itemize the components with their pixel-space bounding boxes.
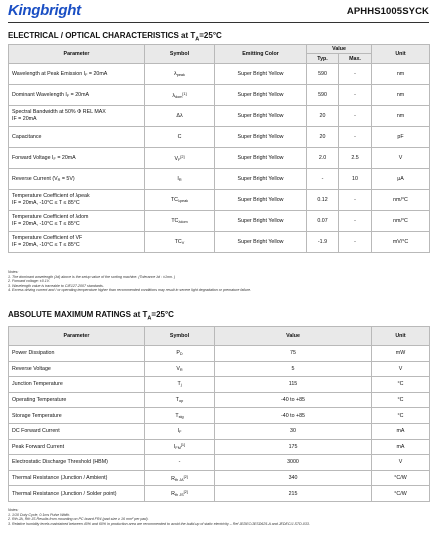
symbol-subscript: peak <box>176 73 185 77</box>
max-value-cell: - <box>339 190 372 211</box>
unit-cell: V <box>372 361 430 377</box>
parameter-cell: Operating Temperature <box>9 392 145 408</box>
header-divider <box>8 22 429 23</box>
symbol-text: I <box>177 428 180 435</box>
unit-cell: μA <box>372 169 430 190</box>
max-value-cell: - <box>339 232 372 253</box>
table-row <box>9 232 430 253</box>
value-cell: 75 <box>215 346 372 362</box>
symbol-text: I <box>173 444 176 451</box>
symbol-subscript: R <box>178 178 182 182</box>
table-row <box>9 64 430 85</box>
symbol-text: R <box>171 475 175 482</box>
emitting-color-cell: Super Bright Yellow <box>215 169 307 190</box>
unit-cell: mA <box>372 423 430 439</box>
parameter-line: IF = 20mA <box>12 116 37 122</box>
table-row <box>9 392 430 408</box>
value-cell: 3000 <box>215 455 372 471</box>
parameter-line: Temperature Coefficient of λpeak <box>12 193 90 199</box>
col-header-unit: Unit <box>372 45 430 64</box>
symbol-cell <box>145 64 215 85</box>
col-header-symbol: Symbol <box>145 327 215 346</box>
symbol-text: - <box>178 459 181 466</box>
note-line: 1. The dominant wavelength (λd) above is the setup value of the sorting machine. (Tolerance λd : ±1nm. ) <box>8 274 176 279</box>
unit-cell: nm <box>372 85 430 106</box>
max-value-cell: - <box>339 127 372 148</box>
symbol-cell <box>145 211 215 232</box>
symbol-subscript: FM <box>175 446 181 451</box>
parameter-subscript: R <box>57 178 61 182</box>
table-row <box>9 470 430 486</box>
typ-value-cell: 590 <box>307 64 339 85</box>
parameter-cell <box>9 106 145 127</box>
parameter-cell: Peak Forward Current <box>9 439 145 455</box>
parameter-subscript: F <box>53 157 56 161</box>
symbol-subscript: stg <box>178 414 184 419</box>
unit-cell: °C <box>372 392 430 408</box>
table-row <box>9 169 430 190</box>
typ-value-cell: 20 <box>307 127 339 148</box>
parameter-subscript: F <box>85 73 88 77</box>
symbol-cell <box>145 127 215 148</box>
table-row <box>9 377 430 393</box>
section-title-electrical: ELECTRICAL / OPTICAL CHARACTERISTICS at $T_A=25^\circ C$ <box>8 31 222 43</box>
parameter-condition: = 20mA <box>69 92 90 98</box>
section-title-absolute-max: ABSOLUTE MAXIMUM RATINGS at $T_A=25^\circ C$ <box>8 310 174 322</box>
parameter-cell: Thermal Resistance (Junction / Ambient) <box>9 470 145 486</box>
typ-value-cell: 0.12 <box>307 190 339 211</box>
unit-cell: °C <box>372 377 430 393</box>
note-line: 1. 1/10 Duty Cycle, 0.1ms Pulse Width. <box>8 512 71 517</box>
symbol-note-ref: [2] <box>183 474 188 479</box>
emitting-color-cell: Super Bright Yellow <box>215 211 307 232</box>
table-row <box>9 439 430 455</box>
symbol-cell <box>145 85 215 106</box>
absolute-maximum-ratings-table <box>8 326 430 502</box>
parameter-line: IF = 20mA, -10°C ≤ T ≤ 85°C <box>12 221 80 227</box>
symbol-subscript: F <box>179 430 182 435</box>
table-row <box>9 106 430 127</box>
symbol-note-ref: [2] <box>180 154 185 159</box>
symbol-cell <box>145 439 215 455</box>
parameter-text: Forward Voltage I <box>12 155 54 161</box>
parameter-line: IF = 20mA, -10°C ≤ T ≤ 85°C <box>12 200 80 206</box>
symbol-text: V <box>174 155 178 162</box>
emitting-color-cell: Super Bright Yellow <box>215 64 307 85</box>
symbol-note-ref: [2] <box>183 490 188 495</box>
col-header-parameter: Parameter <box>9 45 145 64</box>
parameter-line: Spectral Bandwidth at 50% Φ REL MAX <box>12 109 106 115</box>
parameter-cell: Electrostatic Discharge Threshold (HBM) <box>9 455 145 471</box>
typ-value-cell: 20 <box>307 106 339 127</box>
symbol-note-ref: [1] <box>182 91 187 96</box>
parameter-text: Wavelength at Peak Emission I <box>12 71 86 77</box>
max-value-cell: 2.5 <box>339 148 372 169</box>
typ-value-cell: 590 <box>307 85 339 106</box>
unit-cell: mA <box>372 439 430 455</box>
electrical-notes <box>8 270 429 293</box>
unit-cell: nm <box>372 64 430 85</box>
value-cell: -40 to +85 <box>215 392 372 408</box>
col-header-symbol: Symbol <box>145 45 215 64</box>
max-value-cell: 10 <box>339 169 372 190</box>
parameter-line: Temperature Coefficient of VF <box>12 235 83 241</box>
parameter-cell <box>9 127 145 148</box>
emitting-color-cell: Super Bright Yellow <box>215 148 307 169</box>
emitting-color-cell: Super Bright Yellow <box>215 106 307 127</box>
max-value-cell: - <box>339 64 372 85</box>
parameter-cell <box>9 190 145 211</box>
emitting-color-cell: Super Bright Yellow <box>215 232 307 253</box>
symbol-text: λ <box>174 71 177 77</box>
symbol-cell <box>145 346 215 362</box>
table-row <box>9 127 430 148</box>
absolute-max-notes <box>8 508 429 526</box>
max-value-cell: - <box>339 211 372 232</box>
symbol-cell <box>145 169 215 190</box>
symbol-subscript: op <box>179 399 184 404</box>
table-row <box>9 85 430 106</box>
value-cell: 175 <box>215 439 372 455</box>
symbol-text: TC <box>174 239 182 245</box>
unit-cell: V <box>372 148 430 169</box>
unit-cell: °C/W <box>372 470 430 486</box>
symbol-subscript: R <box>179 367 183 372</box>
emitting-color-cell: Super Bright Yellow <box>215 190 307 211</box>
symbol-cell <box>145 408 215 424</box>
symbol-cell <box>145 190 215 211</box>
unit-cell: nm <box>372 106 430 127</box>
parameter-cell: Thermal Resistance (Junction / Solder point) <box>9 486 145 502</box>
emitting-color-cell: Super Bright Yellow <box>215 85 307 106</box>
electrical-characteristics-table <box>8 44 430 253</box>
symbol-text: T <box>175 397 179 404</box>
unit-cell: °C <box>372 408 430 424</box>
parameter-cell <box>9 232 145 253</box>
table-row <box>9 211 430 232</box>
value-cell: 30 <box>215 423 372 439</box>
unit-cell: nm/°C <box>372 211 430 232</box>
note-line: 2. Forward voltage: ±0.1V. <box>8 279 50 284</box>
table-row <box>9 346 430 362</box>
typ-value-cell: 2.0 <box>307 148 339 169</box>
symbol-cell <box>145 377 215 393</box>
parameter-cell: Junction Temperature <box>9 377 145 393</box>
table-row <box>9 423 430 439</box>
note-line: 2. Rth JA, Rth JS Results from mounting on PC board FR4 (pad size ≥ 16 mm² per pad). <box>8 517 149 522</box>
symbol-subscript: dom <box>175 94 183 99</box>
symbol-cell <box>145 148 215 169</box>
table-row <box>9 486 430 502</box>
note-line: 3. Wavelength value is traceable to CIE127-2007 standards. <box>8 283 104 288</box>
emitting-color-cell: Super Bright Yellow <box>215 127 307 148</box>
max-value-cell: - <box>339 85 372 106</box>
symbol-text: V <box>176 365 180 372</box>
parameter-cell: Power Dissipation <box>9 346 145 362</box>
symbol-note-ref: [1] <box>180 443 186 448</box>
value-cell: -40 to +85 <box>215 408 372 424</box>
value-cell: 340 <box>215 470 372 486</box>
unit-cell: mV/°C <box>372 232 430 253</box>
col-header-parameter: Parameter <box>9 327 145 346</box>
symbol-subscript: V <box>181 241 185 245</box>
parameter-subscript: F <box>66 94 70 98</box>
unit-cell: mW <box>372 346 430 362</box>
unit-cell: V <box>372 455 430 471</box>
col-header-emitting-color: Emitting Color <box>215 45 307 64</box>
parameter-cell <box>9 169 145 190</box>
symbol-cell <box>145 106 215 127</box>
unit-cell: nm/°C <box>372 190 430 211</box>
note-line: Notes: <box>8 508 19 512</box>
unit-cell: °C/W <box>372 486 430 502</box>
symbol-text: I <box>177 176 179 182</box>
symbol-cell <box>145 392 215 408</box>
col-header-typ: Typ. <box>307 54 339 64</box>
value-cell: 115 <box>215 377 372 393</box>
symbol-text: P <box>176 350 180 357</box>
page-header <box>8 2 429 22</box>
typ-value-cell: 0.07 <box>307 211 339 232</box>
parameter-cell <box>9 148 145 169</box>
part-number: APHHS1005SYCK <box>346 6 429 17</box>
value-cell: 5 <box>215 361 372 377</box>
symbol-text: R <box>171 491 175 498</box>
parameter-condition: = 20mA <box>55 155 76 161</box>
parameter-cell: DC Forward Current <box>9 423 145 439</box>
col-header-max: Max. <box>339 54 372 64</box>
symbol-text: T <box>175 412 179 419</box>
symbol-subscript: λpeak <box>177 199 189 203</box>
table-row <box>9 455 430 471</box>
parameter-text: Reverse Current (V <box>12 176 58 182</box>
note-line: 3. Relative humidity levels maintained between 40% and 60% in production area are recommended to avoid the build-up of static electricity – Ref JEDEC/JESD625-A and JEDEC/J-STD-033. <box>8 521 310 526</box>
table-row <box>9 190 430 211</box>
typ-value-cell: - <box>307 169 339 190</box>
parameter-text: Capacitance <box>12 134 42 140</box>
symbol-text: TC <box>171 218 179 224</box>
symbol-subscript: λdom <box>178 220 188 224</box>
unit-cell: pF <box>372 127 430 148</box>
symbol-cell <box>145 232 215 253</box>
value-cell: 215 <box>215 486 372 502</box>
table-row <box>9 408 430 424</box>
max-value-cell: - <box>339 106 372 127</box>
symbol-text: Δλ <box>176 113 183 119</box>
parameter-cell <box>9 64 145 85</box>
table-row <box>9 148 430 169</box>
typ-value-cell: -1.9 <box>307 232 339 253</box>
symbol-text: λ <box>172 92 176 99</box>
parameter-cell: Reverse Voltage <box>9 361 145 377</box>
symbol-cell <box>145 470 215 486</box>
col-header-value: Value <box>215 327 372 346</box>
parameter-line: IF = 20mA, -10°C ≤ T ≤ 85°C <box>12 242 80 248</box>
col-header-unit: Unit <box>372 327 430 346</box>
brand-logo: Kingbright <box>8 2 81 19</box>
symbol-subscript: D <box>179 352 183 357</box>
symbol-text: T <box>177 381 181 388</box>
parameter-line: Temperature Coefficient of λdom <box>12 214 89 220</box>
note-line: 4. Excess driving current and / or operating temperature higher than recommended conditions may result in severe light degradation or premature failure. <box>8 288 252 293</box>
symbol-text: TC <box>170 197 178 203</box>
symbol-subscript: th JA <box>174 477 184 482</box>
symbol-subscript: th JS <box>174 493 184 498</box>
col-header-value: Value <box>307 45 372 54</box>
symbol-subscript: j <box>180 383 182 388</box>
symbol-subscript: F <box>177 157 181 162</box>
parameter-cell <box>9 211 145 232</box>
parameter-condition: = 5V) <box>60 176 75 182</box>
note-line: Notes: <box>8 270 19 274</box>
symbol-cell <box>145 361 215 377</box>
parameter-cell <box>9 85 145 106</box>
parameter-cell: Storage Temperature <box>9 408 145 424</box>
parameter-text: Dominant Wavelength I <box>12 92 67 98</box>
parameter-condition: = 20mA <box>87 71 108 77</box>
symbol-text: C <box>177 134 182 140</box>
symbol-cell <box>145 455 215 471</box>
symbol-cell <box>145 423 215 439</box>
symbol-cell <box>145 486 215 502</box>
table-row <box>9 361 430 377</box>
